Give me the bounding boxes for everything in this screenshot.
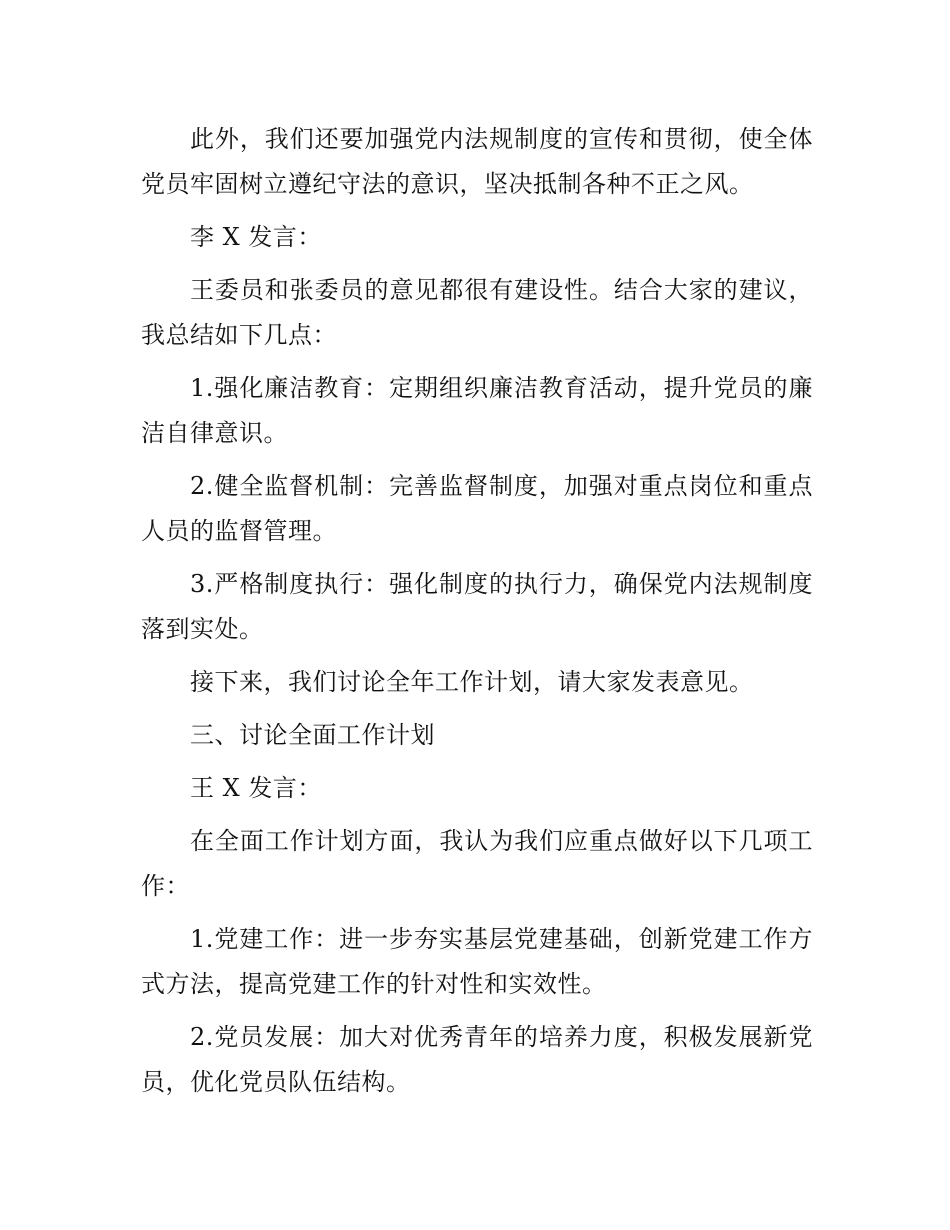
speaker-line: 王 X 发言：: [190, 774, 322, 802]
paragraph: 在全面工作计划方面，我认为我们应重点做好以下几项工作：: [141, 827, 813, 900]
paragraph: 王委员和张委员的意见都很有建设性。结合大家的建议，我总结如下几点：: [141, 276, 813, 349]
document-body: [141, 117, 813, 1113]
list-item: 1.强化廉洁教育：定期组织廉洁教育活动，提升党员的廉洁自律意识。: [141, 374, 813, 447]
paragraph: 接下来，我们讨论全年工作计划，请大家发表意见。: [190, 668, 754, 696]
speaker-line: 李 X 发言：: [190, 223, 322, 251]
paragraph: 此外，我们还要加强党内法规制度的宣传和贯彻，使全体党员牢固树立遵纪守法的意识，坚决抵制各种不正之风。: [141, 125, 813, 198]
list-item: 2.党员发展：加大对优秀青年的培养力度，积极发展新党员，优化党员队伍结构。: [141, 1023, 813, 1096]
section-heading: 三、讨论全面工作计划: [190, 721, 435, 749]
list-item: 3.严格制度执行：强化制度的执行力，确保党内法规制度落到实处。: [141, 570, 813, 643]
list-item: 1.党建工作：进一步夯实基层党建基础，创新党建工作方式方法，提高党建工作的针对性和实效性。: [141, 925, 813, 998]
list-item: 2.健全监督机制：完善监督制度，加强对重点岗位和重点人员的监督管理。: [141, 472, 813, 545]
